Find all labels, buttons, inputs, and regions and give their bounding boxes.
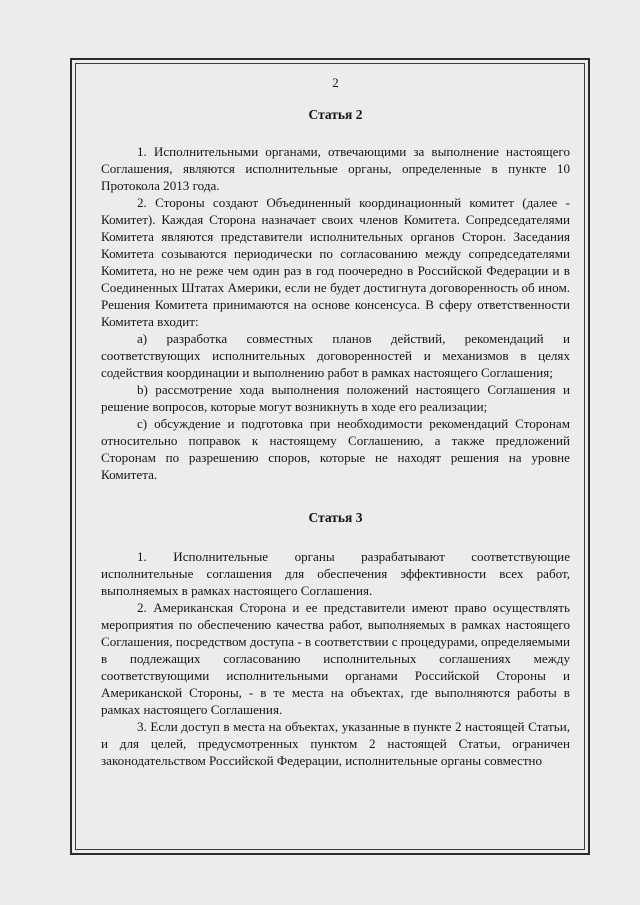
article-3-paragraph-3: 3. Если доступ в места на объектах, указанные в пункте 2 настоящей Статьи, и для целей, предусмотренных пунктом 2 настоящей Статьи, ограничен законодательством Российской Федерации, исполнительные органы совместно: [101, 719, 570, 768]
article-2: [101, 106, 570, 483]
article-3-heading: Статья 3: [308, 510, 363, 525]
article-3: [101, 509, 570, 769]
article-2-item-a: а) разработка совместных планов действий, рекомендаций и соответствующих исполнительных договоренностей и механизмов в целях содействия координации и выполнению работ в рамках настоящего Соглашения;: [101, 331, 570, 380]
article-2-paragraph-2: 2. Стороны создают Объединенный координационный комитет (далее - Комитет). Каждая Сторона назначает своих членов Комитета. Сопредседателями Комитета являются представители исполнительных органов Сторон. Заседания Комитета созываются периодически по согласованию между сопредседателями Комитета, но не реже чем один раз в год поочередно в Российской Федерации и в Соединенных Штатах Америки, если не будет достигнута договоренность об ином. Решения Комитета принимаются на основе консенсуса. В сферу ответственности Комитета входит:: [101, 195, 570, 329]
document-page: [101, 66, 570, 769]
article-2-heading: Статья 2: [308, 107, 363, 122]
article-3-paragraph-2: 2. Американская Сторона и ее представители имеют право осуществлять мероприятия по обеспечению качества работ, выполняемых в рамках настоящего Соглашения, посредством доступа - в соответствии с процедурами, определяемыми в подлежащих согласованию исполнительных соглашениях между соответствующими исполнительными органами Российской Стороны и Американской Стороны, - в те места на объектах, где выполняются работы в рамках настоящего Соглашения.: [101, 600, 570, 717]
page-number: 2: [332, 75, 339, 90]
article-3-paragraph-1: 1. Исполнительные органы разрабатывают соответствующие исполнительные соглашения для обеспечения эффективности всех работ, выполняемых в рамках настоящего Соглашения.: [101, 549, 570, 598]
article-2-item-c: с) обсуждение и подготовка при необходимости рекомендаций Сторонам относительно поправок к настоящему Соглашению, а также предложений Сторонам по разрешению споров, которые не находят решения на уровне Комитета.: [101, 416, 570, 482]
article-2-paragraph-1: 1. Исполнительными органами, отвечающими за выполнение настоящего Соглашения, являются исполнительные органы, определенные в пункте 10 Протокола 2013 года.: [101, 144, 570, 193]
article-2-item-b: b) рассмотрение хода выполнения положений настоящего Соглашения и решение вопросов, которые могут возникнуть в ходе его реализации;: [101, 382, 570, 414]
